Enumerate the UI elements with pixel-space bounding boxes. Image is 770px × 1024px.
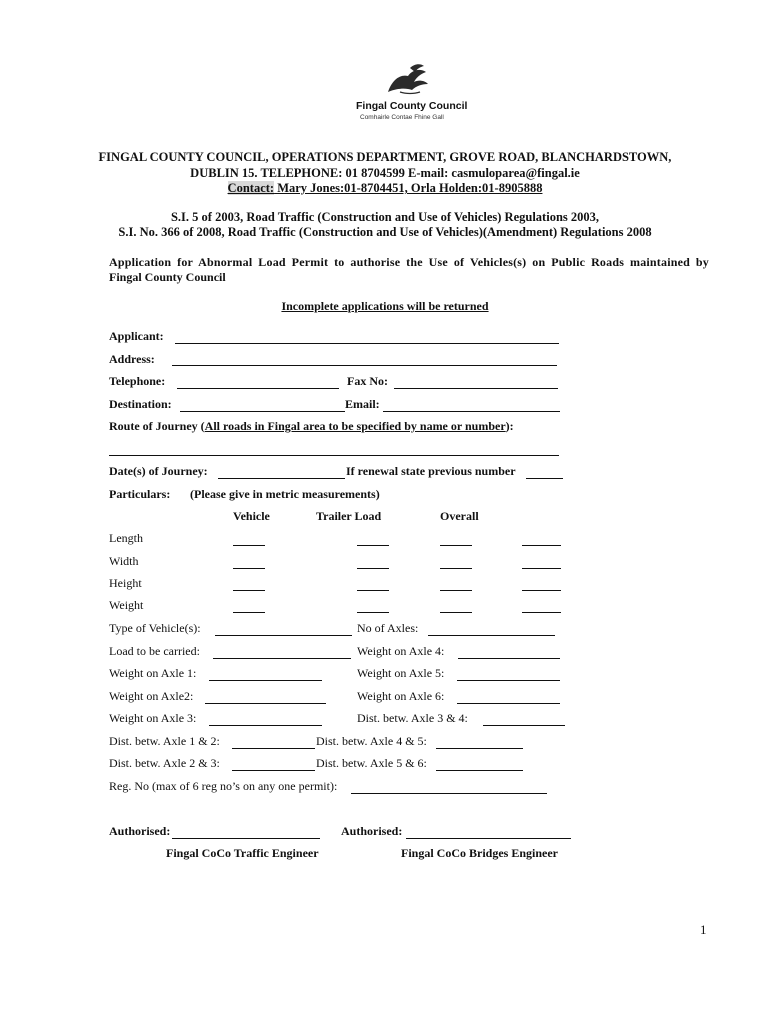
dist56-label: Dist. betw. Axle 5 & 6: [316, 756, 427, 770]
length-overall-field[interactable] [440, 544, 472, 546]
route-field[interactable] [109, 454, 559, 456]
length-extra-field[interactable] [522, 544, 561, 546]
email-field[interactable] [383, 410, 560, 412]
route-label: Route of Journey (All roads in Fingal area to be specified by name or number): [109, 419, 514, 433]
bridges-engineer-label: Fingal CoCo Bridges Engineer [401, 846, 559, 860]
load-label: Load to be carried: [109, 644, 200, 658]
application-line-2: Fingal County Council [109, 270, 226, 284]
metric-note: (Please give in metric measurements) [190, 487, 380, 501]
weight-vehicle-field[interactable] [233, 611, 265, 613]
height-extra-field[interactable] [522, 589, 561, 591]
dist45-label: Dist. betw. Axle 4 & 5: [316, 734, 427, 748]
email-label: Email: [345, 397, 380, 411]
axle2-label: Weight on Axle2: [109, 689, 194, 703]
logo-subtitle: Comhairle Contae Fhine Gall [360, 114, 444, 121]
length-vehicle-field[interactable] [233, 544, 265, 546]
header-line-2: DUBLIN 15. TELEPHONE: 01 8704599 E-mail: casmuloparea@fingal.ie [190, 166, 580, 180]
height-trailer-field[interactable] [357, 589, 389, 591]
regulation-line-2: S.I. No. 366 of 2008, Road Traffic (Construction and Use of Vehicles)(Amendment) Regulations 2008 [118, 225, 652, 239]
axle4-field[interactable] [458, 657, 560, 659]
dist56-field[interactable] [436, 769, 523, 771]
column-overall: Overall [440, 509, 479, 523]
regulation-line-1: S.I. 5 of 2003, Road Traffic (Construction and Use of Vehicles) Regulations 2003, [170, 210, 600, 224]
axle3-label: Weight on Axle 3: [109, 711, 197, 725]
axle6-label: Weight on Axle 6: [357, 689, 445, 703]
bird-emblem-icon [340, 62, 480, 98]
address-field[interactable] [172, 364, 557, 366]
renewal-field[interactable] [526, 477, 563, 479]
dates-label: Date(s) of Journey: [109, 464, 208, 478]
dist23-field[interactable] [232, 769, 315, 771]
applicant-label: Applicant: [109, 329, 164, 343]
renewal-label: If renewal state previous number [346, 464, 516, 478]
width-extra-field[interactable] [522, 567, 561, 569]
load-field[interactable] [213, 657, 351, 659]
axle1-field[interactable] [209, 679, 322, 681]
particulars-label: Particulars: [109, 487, 171, 501]
axles-label: No of Axles: [357, 621, 419, 635]
fax-field[interactable] [394, 387, 558, 389]
council-logo [340, 62, 480, 132]
dist12-label: Dist. betw. Axle 1 & 2: [109, 734, 220, 748]
axle5-field[interactable] [457, 679, 560, 681]
column-trailer-load: Trailer Load [316, 509, 382, 523]
row-weight-label: Weight [109, 598, 144, 612]
contact-details: Mary Jones:01-8704451, Orla Holden:01-8905888 [274, 181, 543, 195]
dist45-field[interactable] [436, 747, 523, 749]
dist34-label: Dist. betw. Axle 3 & 4: [357, 711, 468, 725]
axles-field[interactable] [428, 634, 555, 636]
authorised-label-2: Authorised: [341, 824, 403, 838]
axle5-label: Weight on Axle 5: [357, 666, 445, 680]
height-vehicle-field[interactable] [233, 589, 265, 591]
fax-label: Fax No: [347, 374, 388, 388]
height-overall-field[interactable] [440, 589, 472, 591]
applicant-field[interactable] [175, 342, 559, 344]
row-width-label: Width [109, 554, 139, 568]
telephone-label: Telephone: [109, 374, 166, 388]
incomplete-notice: Incomplete applications will be returned [281, 299, 489, 313]
dates-field[interactable] [218, 477, 345, 479]
axle1-label: Weight on Axle 1: [109, 666, 197, 680]
width-overall-field[interactable] [440, 567, 472, 569]
authorised-label-1: Authorised: [109, 824, 171, 838]
axle4-label: Weight on Axle 4: [357, 644, 445, 658]
weight-overall-field[interactable] [440, 611, 472, 613]
axle2-field[interactable] [205, 702, 326, 704]
authorised-field-1[interactable] [172, 837, 320, 839]
width-vehicle-field[interactable] [233, 567, 265, 569]
traffic-engineer-label: Fingal CoCo Traffic Engineer [166, 846, 319, 860]
column-vehicle: Vehicle [233, 509, 270, 523]
contact-label: Contact: [227, 181, 275, 195]
destination-field[interactable] [180, 410, 345, 412]
weight-trailer-field[interactable] [357, 611, 389, 613]
reg-field[interactable] [351, 792, 547, 794]
axle3-field[interactable] [209, 724, 322, 726]
page-number: 1 [700, 922, 707, 937]
reg-label: Reg. No (max of 6 reg no’s on any one permit): [109, 779, 338, 793]
telephone-field[interactable] [177, 387, 339, 389]
header-line-1: FINGAL COUNTY COUNCIL, OPERATIONS DEPARTMENT, GROVE ROAD, BLANCHARDSTOWN, [98, 150, 672, 164]
logo-name: Fingal County Council [356, 100, 468, 112]
authorised-field-2[interactable] [406, 837, 571, 839]
address-label: Address: [109, 352, 155, 366]
row-height-label: Height [109, 576, 142, 590]
type-vehicle-label: Type of Vehicle(s): [109, 621, 201, 635]
row-length-label: Length [109, 531, 143, 545]
application-line-1: Application for Abnormal Load Permit to authorise the Use of Vehicles(s) on Public Roads maintained by [109, 255, 709, 269]
dist23-label: Dist. betw. Axle 2 & 3: [109, 756, 220, 770]
destination-label: Destination: [109, 397, 172, 411]
length-trailer-field[interactable] [357, 544, 389, 546]
width-trailer-field[interactable] [357, 567, 389, 569]
contact-line [0, 181, 770, 196]
dist34-field[interactable] [483, 724, 565, 726]
axle6-field[interactable] [457, 702, 560, 704]
type-vehicle-field[interactable] [215, 634, 352, 636]
weight-extra-field[interactable] [522, 611, 561, 613]
dist12-field[interactable] [232, 747, 315, 749]
